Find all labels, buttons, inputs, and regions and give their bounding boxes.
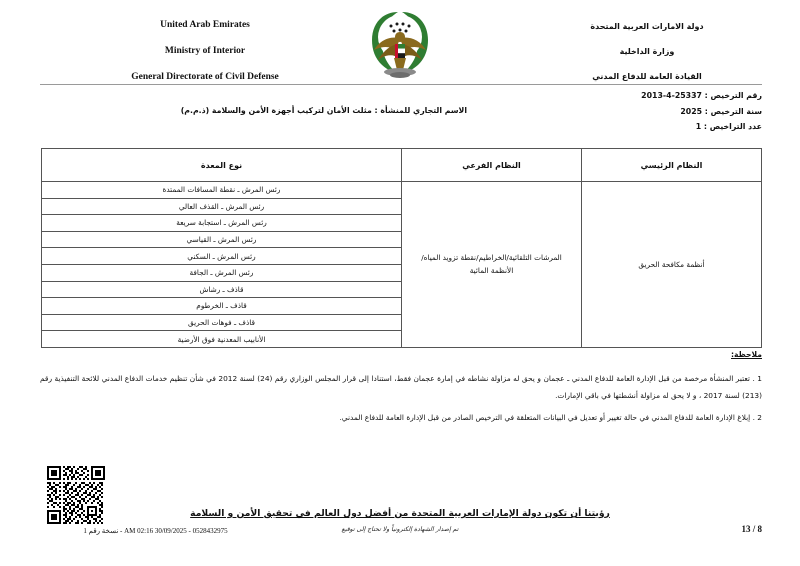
cell-equipment-type: قاذف ـ فوهات الحريق	[42, 314, 402, 331]
equipment-table-wrapper	[41, 148, 761, 348]
cell-equipment-type: قاذف ـ رشاش	[42, 281, 402, 298]
table-row	[42, 182, 762, 199]
header-en-line-3: General Directorate of Civil Defense	[131, 72, 279, 82]
copy-stamp-line: 0528432975 - 30/09/2025 02:16 AM - نسخة رقم 1	[83, 527, 228, 535]
cell-equipment-type: رئس المرش ـ السكني	[42, 248, 402, 265]
notes-title: ملاحظة:	[731, 350, 762, 359]
header-divider	[40, 84, 762, 85]
col-header-main-system: النظام الرئيسي	[582, 149, 762, 182]
cell-equipment-type: الأنابيب المعدنية فوق الأرضية	[42, 331, 402, 348]
header-ar-line-2: وزارة الداخلية	[619, 47, 675, 56]
col-header-equipment-type: نوع المعدة	[42, 149, 402, 182]
cell-equipment-type: رئس المرش ـ استجابة سريعة	[42, 215, 402, 232]
note-item-1: 1 . تعتبر المنشأة مرخصة من قبل الإدارة العامة للدفاع المدني ـ عجمان و يحق له مزاولة نشاطه في إمارة عجمان فقط، استنادا إلى قرار المجلس الوزاري رقم (24) لسنة 2012 في شأن تنظيم خدمات الدفاع المدني للائحة التنفيذية رقم (213) لسنة 2017 ، و لا يحق له مزاولة أنشطتها في باقي الإمارات.	[40, 374, 762, 400]
license-year: سنة الترخيص : 2025	[680, 106, 762, 116]
cell-equipment-type: رئس المرش ـ نقطة المسافات الممتدة	[42, 182, 402, 199]
uae-ministry-of-interior-emblem-icon	[364, 4, 436, 82]
cell-main-system: أنظمة مكافحة الحريق	[582, 182, 762, 348]
col-header-sub-system: النظام الفرعي	[402, 149, 582, 182]
header-ar-line-1: دولة الامارات العربية المتحدة	[590, 22, 704, 31]
equipment-table	[41, 148, 762, 348]
notes-section	[40, 350, 762, 431]
note-item-2: 2 . إبلاغ الإدارة العامة للدفاع المدني في حالة تغيير أو تعديل في البيانات المتعلقة في الترخيص الصادر من قبل الإدارة العامة للدفاع المدني.	[339, 413, 762, 422]
cell-equipment-type: رئس المرش ـ الجافة	[42, 264, 402, 281]
header-arabic-block	[542, 14, 752, 89]
license-number: رقم الترخيص : 25337-4-2013	[641, 91, 762, 100]
license-count: عدد التراخيص : 1	[695, 122, 762, 131]
cell-equipment-type: قاذف ـ الخرطوم	[42, 298, 402, 315]
page-number: 13 / 8	[741, 524, 762, 534]
vision-statement: رؤيتنا أن تكون دولة الإمارات العربية المتحدة من أفضل دول العالم في تحقيق الأمن و السلامة	[190, 508, 610, 519]
header-en-line-1: United Arab Emirates	[160, 20, 250, 30]
header-en-line-2: Ministry of Interior	[164, 46, 246, 56]
document-header	[0, 0, 800, 82]
license-info-block	[462, 88, 762, 135]
header-english-block	[70, 12, 340, 90]
cell-sub-system: المرشات التلقائية/الخراطيم/نقطة تزويد المياه/الأنظمة المائية	[402, 182, 582, 348]
header-ar-line-3: القيادة العامة للدفاع المدني	[592, 72, 702, 81]
equipment-table-body	[42, 182, 762, 348]
business-name: الاسم التجاري للمنشأة : مثلث الأمان لتركيب أجهزة الأمن والسلامة (ذ.م.م)	[180, 106, 467, 115]
cell-equipment-type: رئس المرش ـ القياسي	[42, 231, 402, 248]
cell-equipment-type: رئس المرش ـ القذف العالي	[42, 198, 402, 215]
table-header-row	[42, 149, 762, 182]
electronic-signature-note: تم إصدار الشهادة إلكترونياً ولا تحتاج إلى توقيع	[341, 526, 459, 533]
